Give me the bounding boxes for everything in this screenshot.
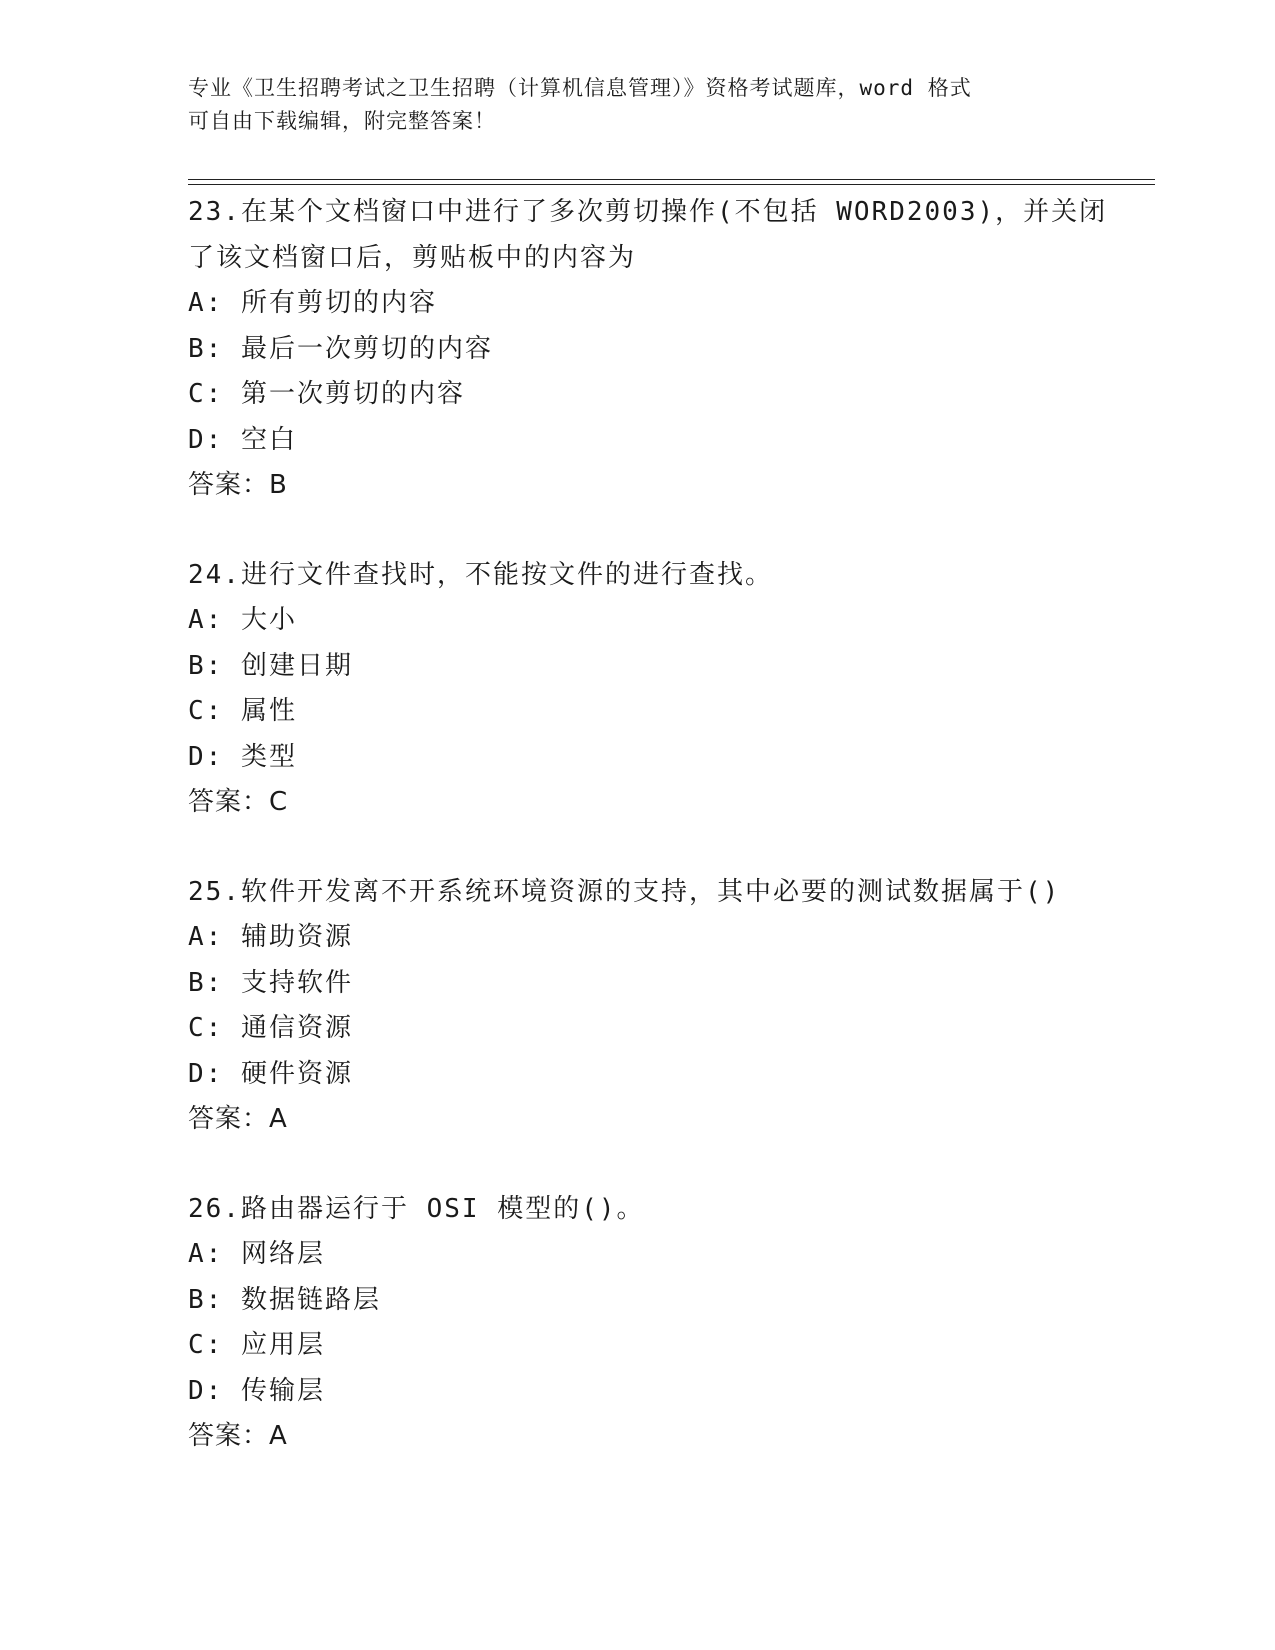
question-title-continued: 了该文档窗口后，剪贴板中的内容为 <box>188 242 637 273</box>
option-c: C: 第一次剪切的内容 <box>188 379 465 409</box>
question-23 <box>188 190 1148 509</box>
question-title: 24.进行文件查找时，不能按文件的进行查找。 <box>188 559 773 590</box>
answer: 答案：A <box>188 1421 288 1451</box>
option-d: D: 类型 <box>188 741 297 772</box>
question-title: 26.路由器运行于 OSI 模型的()。 <box>188 1193 645 1224</box>
option-b: B: 最后一次剪切的内容 <box>188 333 493 364</box>
option-d: D: 硬件资源 <box>188 1058 353 1089</box>
answer: 答案：A <box>188 1104 288 1134</box>
option-c: C: 属性 <box>188 696 297 726</box>
document-header <box>188 72 1088 138</box>
question-25 <box>188 870 1148 1143</box>
option-a: A: 所有剪切的内容 <box>188 288 437 318</box>
option-d: D: 空白 <box>188 424 297 455</box>
answer: 答案：B <box>188 470 288 500</box>
option-c: C: 应用层 <box>188 1330 325 1360</box>
header-divider-bottom <box>188 184 1155 185</box>
question-title: 23.在某个文档窗口中进行了多次剪切操作(不包括 WORD2003)，并关闭 <box>188 197 1108 227</box>
option-d: D: 传输层 <box>188 1375 325 1406</box>
option-b: B: 创建日期 <box>188 650 353 681</box>
header-line-2: 可自由下载编辑，附完整答案！ <box>188 109 496 133</box>
option-b: B: 数据链路层 <box>188 1284 381 1315</box>
question-title: 25.软件开发离不开系统环境资源的支持，其中必要的测试数据属于() <box>188 876 1061 907</box>
option-b: B: 支持软件 <box>188 967 353 998</box>
question-24 <box>188 553 1148 826</box>
option-a: A: 大小 <box>188 605 297 635</box>
option-a: A: 辅助资源 <box>188 922 353 952</box>
answer: 答案：C <box>188 787 289 817</box>
question-26 <box>188 1187 1148 1460</box>
option-a: A: 网络层 <box>188 1239 325 1269</box>
question-list <box>188 190 1148 1504</box>
header-divider-top <box>188 179 1155 180</box>
option-c: C: 通信资源 <box>188 1013 353 1043</box>
header-line-1: 专业《卫生招聘考试之卫生招聘（计算机信息管理）》资格考试题库，word 格式 <box>188 76 972 100</box>
